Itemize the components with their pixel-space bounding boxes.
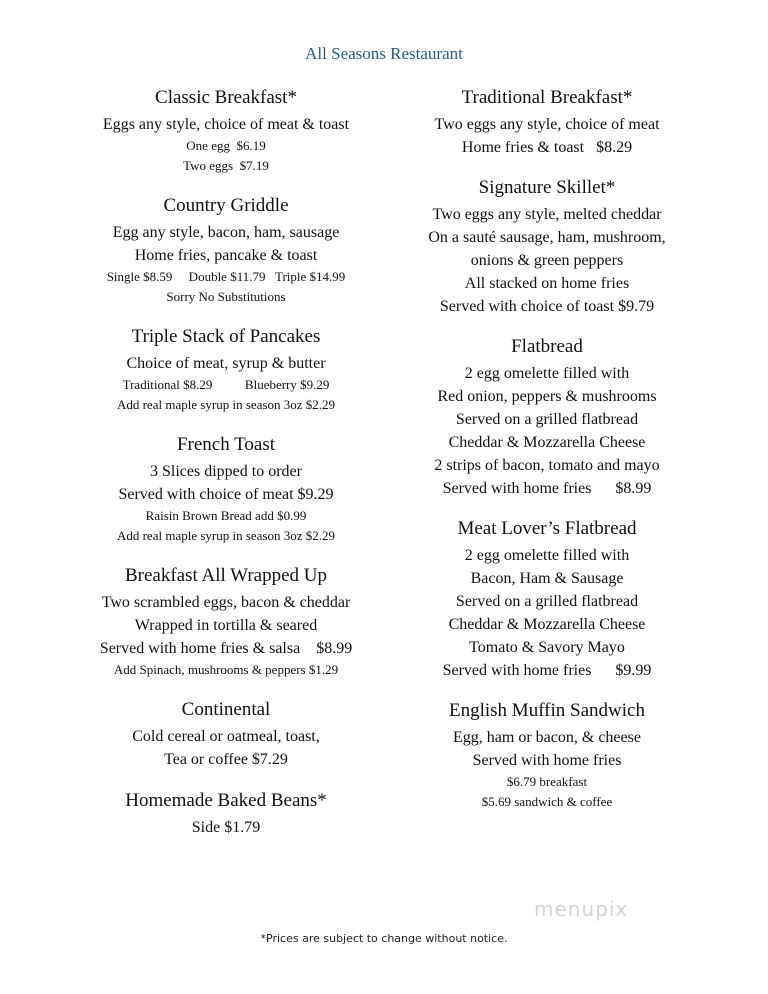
menu-item-detail: Wrapped in tortilla & seared: [134, 617, 318, 634]
menu-item: [40, 789, 412, 839]
menu-item: [366, 517, 728, 682]
menu-item-detail: Egg any style, bacon, ham, sausage: [112, 224, 340, 241]
menu-item-detail: Choice of meat, syrup & butter: [126, 355, 326, 372]
menu-item: [40, 194, 412, 307]
menu-item-detail: Served with home fries $8.99: [442, 480, 652, 497]
menu-item-name: Homemade Baked Beans*: [125, 790, 327, 811]
menu-item-detail: Sorry No Substitutions: [166, 289, 286, 304]
menu-item-detail: 3 Slices dipped to order: [150, 463, 302, 480]
menu-column-right: [366, 86, 728, 812]
price-disclaimer: *Prices are subject to change without notice.: [260, 932, 508, 945]
menu-item-detail: Home fries, pancake & toast: [134, 247, 318, 264]
menu-item-detail: One egg $6.19: [186, 138, 266, 153]
menu-item: [366, 699, 728, 812]
menu-item-detail: $6.79 breakfast: [506, 774, 588, 789]
menu-item-detail: Add real maple syrup in season 3oz $2.29: [116, 528, 336, 543]
menu-item-detail: onions & green peppers: [470, 252, 624, 269]
menu-item: [40, 698, 412, 771]
menu-item-detail: Eggs any style, choice of meat & toast: [102, 116, 350, 133]
menu-item-detail: Add real maple syrup in season 3oz $2.29: [116, 397, 336, 412]
menu-item-detail: 2 egg omelette filled with: [464, 547, 630, 564]
menu-item-detail: Traditional $8.29 Blueberry $9.29: [122, 377, 330, 392]
menu-item-detail: Single $8.59 Double $11.79 Triple $14.99: [106, 269, 346, 284]
menu-item: [40, 86, 412, 176]
menu-column-left: [40, 86, 412, 839]
menu-item: [366, 335, 728, 500]
menu-item: [40, 433, 412, 546]
menu-item-detail: Bacon, Ham & Sausage: [470, 570, 624, 587]
menu-item-detail: Side $1.79: [191, 819, 261, 836]
menu-item-detail: Served with home fries: [472, 752, 622, 769]
menu-item-detail: Home fries & toast $8.29: [461, 139, 633, 156]
menu-item-name: Breakfast All Wrapped Up: [124, 565, 328, 586]
menu-item-detail: $5.69 sandwich & coffee: [481, 794, 613, 809]
menu-item-name: Continental: [181, 699, 271, 720]
menu-item-name: French Toast: [176, 434, 276, 455]
menu-item-detail: Served on a grilled flatbread: [455, 411, 639, 428]
menu-item-detail: Served on a grilled flatbread: [455, 593, 639, 610]
menu-item-detail: 2 strips of bacon, tomato and mayo: [434, 457, 660, 474]
menu-item-name: Classic Breakfast*: [155, 87, 297, 108]
menu-item-name: Country Griddle: [163, 195, 289, 216]
menu-item-detail: Cheddar & Mozzarella Cheese: [448, 616, 646, 633]
menu-item-name: Traditional Breakfast*: [461, 87, 633, 108]
menu-item: [40, 325, 412, 415]
menu-item-detail: Two eggs any style, choice of meat: [434, 116, 660, 133]
menu-item-detail: All stacked on home fries: [464, 275, 630, 292]
menu-item-detail: On a sauté sausage, ham, mushroom,: [428, 229, 666, 246]
menu-item-detail: Tomato & Savory Mayo: [469, 639, 625, 656]
menu-item-detail: Raisin Brown Bread add $0.99: [145, 508, 307, 523]
menu-item-detail: Served with home fries $9.99: [442, 662, 652, 679]
menu-item-name: Meat Lover’s Flatbread: [457, 518, 637, 539]
menu-item-detail: Red onion, peppers & mushrooms: [437, 388, 657, 405]
menu-item-detail: Two eggs any style, melted cheddar: [432, 206, 662, 223]
menu-item-name: Signature Skillet*: [478, 177, 616, 198]
menu-item-detail: Add Spinach, mushrooms & peppers $1.29: [113, 662, 339, 677]
menu-item-detail: Cheddar & Mozzarella Cheese: [448, 434, 646, 451]
menu-item: [366, 176, 728, 318]
menu-item-detail: Two eggs $7.19: [183, 158, 269, 173]
menu-item-detail: 2 egg omelette filled with: [464, 365, 630, 382]
menu-item-detail: Cold cereal or oatmeal, toast,: [132, 728, 320, 745]
menu-item-name: Triple Stack of Pancakes: [131, 326, 321, 347]
menu-item-detail: Served with home fries & salsa $8.99: [99, 640, 353, 657]
menu-item-detail: Tea or coffee $7.29: [164, 751, 288, 768]
menupix-watermark: menupix: [534, 897, 629, 921]
menu-item-name: English Muffin Sandwich: [449, 700, 645, 721]
menu-item-name: Flatbread: [511, 336, 583, 357]
restaurant-title: All Seasons Restaurant: [305, 44, 463, 63]
menu-item-detail: Egg, ham or bacon, & cheese: [453, 729, 641, 746]
menu-item-detail: Two scrambled eggs, bacon & cheddar: [101, 594, 351, 611]
menu-item: [366, 86, 728, 159]
menu-item: [40, 564, 412, 680]
menu-item-detail: Served with choice of toast $9.79: [439, 298, 655, 315]
menu-item-detail: Served with choice of meat $9.29: [118, 486, 334, 503]
